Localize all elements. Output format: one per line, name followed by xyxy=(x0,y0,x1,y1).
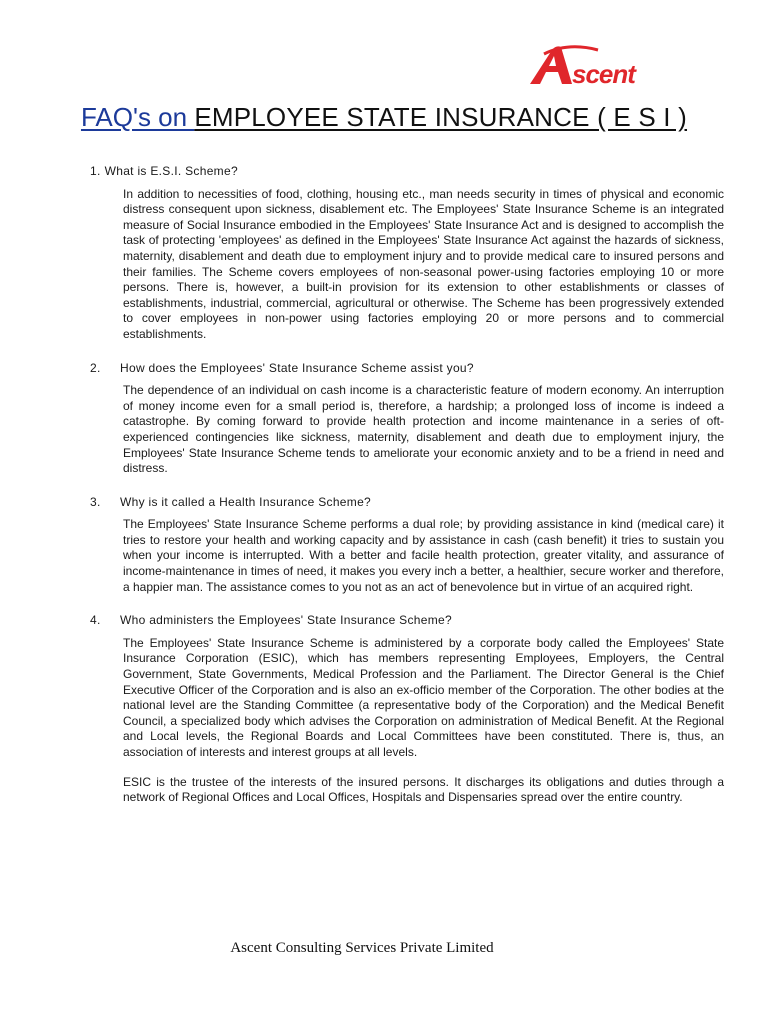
ascent-logo-icon xyxy=(528,44,682,88)
faq-number: 4. xyxy=(90,613,101,628)
faq-question xyxy=(90,164,724,180)
faq-question xyxy=(90,495,724,511)
faq-answer: In addition to necessities of food, clothing, housing etc., man needs security in times of physical and economic distress consequent upon sickness, disablement etc. The Employees' State Insurance Scheme is an integrated measure of Social Insurance embodied in the Employees' State Insurance Act and is designed to accomplish the task of protecting 'employees' as defined in the Employees' State Insurance Act against the hazards of sickness, maternity, disablement and death due to employment injury and to provide medical care to insured persons and their families. The Scheme covers employees of non-seasonal power-using factories employing 10 or more persons. There is, however, a built-in provision for its extension to other establishments or classes of establishments, industrial, commercial, agricultural or otherwise. The Scheme has been progressively extended to cover employees in non-power using factories employing 20 or more persons and to commercial establishments. xyxy=(123,186,724,341)
faq-list xyxy=(90,164,724,806)
faq-answer: The Employees' State Insurance Scheme performs a dual role; by providing assistance in kind (medical care) it tries to restore your health and working capacity and by assistance in cash (cash benefit) it tries to sustain you when your income is interrupted. With a better and facile health protection, greater vitality, and assurance of income-maintenance in times of need, it makes you every inch a better, a healthier, secure worker and therefore, a happier man. The assistance comes to you not as an act of benevolence but in virtue of an acquired right. xyxy=(123,517,724,594)
faq-answer: The dependence of an individual on cash income is a characteristic feature of modern economy. An interruption of money income even for a small period is, therefore, a hardship; a prolonged loss of income is indeed a catastrophe. By coming forward to provide health protection and income maintenance in a series of oft-experienced contingencies like sickness, maternity, disablement and death due to employment injury, the Employees' State Insurance Scheme tends to ameliorate your economic anxiety and to be a friend in need and distress. xyxy=(123,383,724,476)
faq-number: 3. xyxy=(90,494,101,509)
faq-number: 2. xyxy=(90,360,101,375)
faq-number: 1. xyxy=(90,164,101,178)
svg-text:scent: scent xyxy=(572,59,635,88)
faq-answer: The Employees' State Insurance Scheme is administered by a corporate body called the Employees' State Insurance Corporation (ESIC), which has members representing Employees, Employers, the Central Government, State Governments, Medical Profession and the Parliament. The Director General is the Chief Executive Officer of the Corporation and is also an ex-officio member of the Corporation. The other bodies at the national level are the Standing Committee (a representative body of the Corporation) and the Medical Benefit Council, a specialized body which advises the Corporation on administration of Medical Benefit. At the Regional and Local levels, the Regional Boards and Local Committees have been constituted. There is, thus, an association of interests and interest groups at all levels. xyxy=(123,635,724,759)
faq-question xyxy=(90,613,724,629)
footer-company: Ascent Consulting Services Private Limited xyxy=(230,940,494,956)
faq-question xyxy=(90,361,724,377)
faq-question-text: How does the Employees' State Insurance Scheme assist you? xyxy=(120,360,474,375)
title-main: EMPLOYEE STATE INSURANCE ( E S I ) xyxy=(194,102,688,132)
page-title xyxy=(0,100,768,134)
faq-question-text: What is E.S.I. Scheme? xyxy=(104,164,238,178)
title-prefix: FAQ's on xyxy=(80,102,195,132)
faq-answer: ESIC is the trustee of the interests of the insured persons. It discharges its obligations and duties through a network of Regional Offices and Local Offices, Hospitals and Dispensaries spread over the entire country. xyxy=(123,774,724,805)
faq-question-text: Why is it called a Health Insurance Scheme? xyxy=(120,494,372,509)
faq-question-text: Who administers the Employees' State Insurance Scheme? xyxy=(120,613,452,628)
ascent-logo xyxy=(528,44,682,88)
